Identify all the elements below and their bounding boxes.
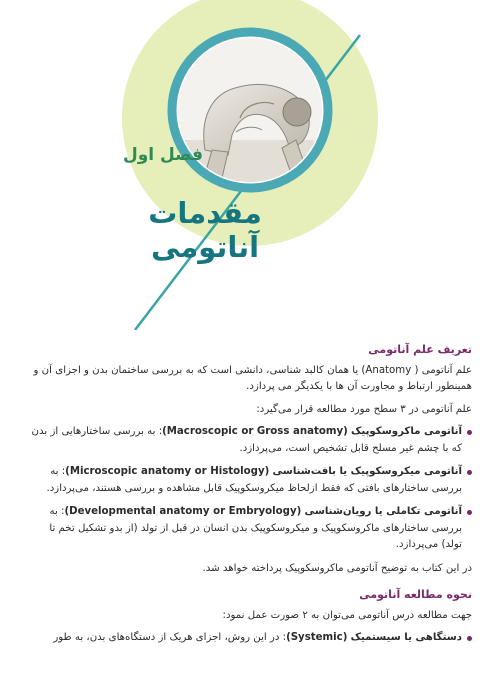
bullet-icon	[467, 510, 472, 515]
paragraph: علم آناتومی در ۳ سطح مورد مطالعه قرار می‌گیرد:	[256, 403, 472, 415]
term-description: : به بررسی ساختارهایی از بدن که با چشم غیر مسلح قابل تشخیص است، می‌پردازد.	[31, 426, 462, 454]
term-english: (Microscopic anatomy or Histology)	[65, 466, 270, 477]
term-description: : به بررسی ساختارهای ماکروسکوپیک و میکروسکوپیک بدن انسان در قبل از تولد (از بدو تشکیل تخم تا تولد) می‌پردازد.	[49, 506, 462, 550]
term: دستگاهی یا سیستمیک	[350, 632, 462, 643]
bullet-icon	[467, 470, 472, 475]
section-heading: تعریف علم آناتومی	[368, 343, 472, 356]
study-methods-list	[30, 630, 472, 647]
chapter-header-art	[0, 0, 500, 330]
paragraph: علم آناتومی ( Anatomy) یا همان کالبد شناسی، دانشی است که به بررسی ساختمان بدن و اجزای آن و همینطور ارتباط و مجاورت آن ها با یکدیگر می پردازد.	[33, 364, 472, 392]
term-english: (Developmental anatomy or Embryology)	[64, 506, 302, 517]
bullet-icon	[467, 636, 472, 641]
term-description: : در این روش، اجزای هریک از دستگاه‌های بدن، به طور	[53, 632, 287, 643]
term-english: (Macroscopic or Gross anatomy)	[162, 426, 348, 437]
term: آناتومی تکاملی یا رویان‌شناسی	[304, 506, 462, 517]
bullet-icon	[467, 430, 472, 435]
paragraph: در این کتاب به توضیح آناتومی ماکروسکوپیک پرداخته خواهد شد.	[202, 562, 472, 574]
paragraph: جهت مطالعه درس آناتومی می‌توان به ۲ صورت عمل نمود:	[222, 609, 472, 621]
chapter-label: فصل اول	[122, 145, 204, 165]
list-item	[30, 504, 462, 554]
main-content	[30, 342, 472, 654]
list-item	[30, 630, 462, 647]
term-english: (Systemic)	[286, 632, 348, 643]
term-description: : به بررسی ساختارهای بافتی که فقط ازلحاظ میکروسکوپیک قابل مشاهده و بررسی هستند، می‌پردازد.	[46, 466, 462, 494]
term: آناتومی ماکروسکوپیک	[351, 426, 462, 437]
section-heading: نحوه مطالعه آناتومی	[359, 588, 472, 601]
list-item	[30, 424, 462, 457]
term: آناتومی میکروسکوپیک یا بافت‌شناسی	[272, 466, 462, 477]
chapter-title: مقدمات آناتومی	[148, 196, 262, 264]
levels-list	[30, 424, 472, 554]
list-item	[30, 464, 462, 497]
